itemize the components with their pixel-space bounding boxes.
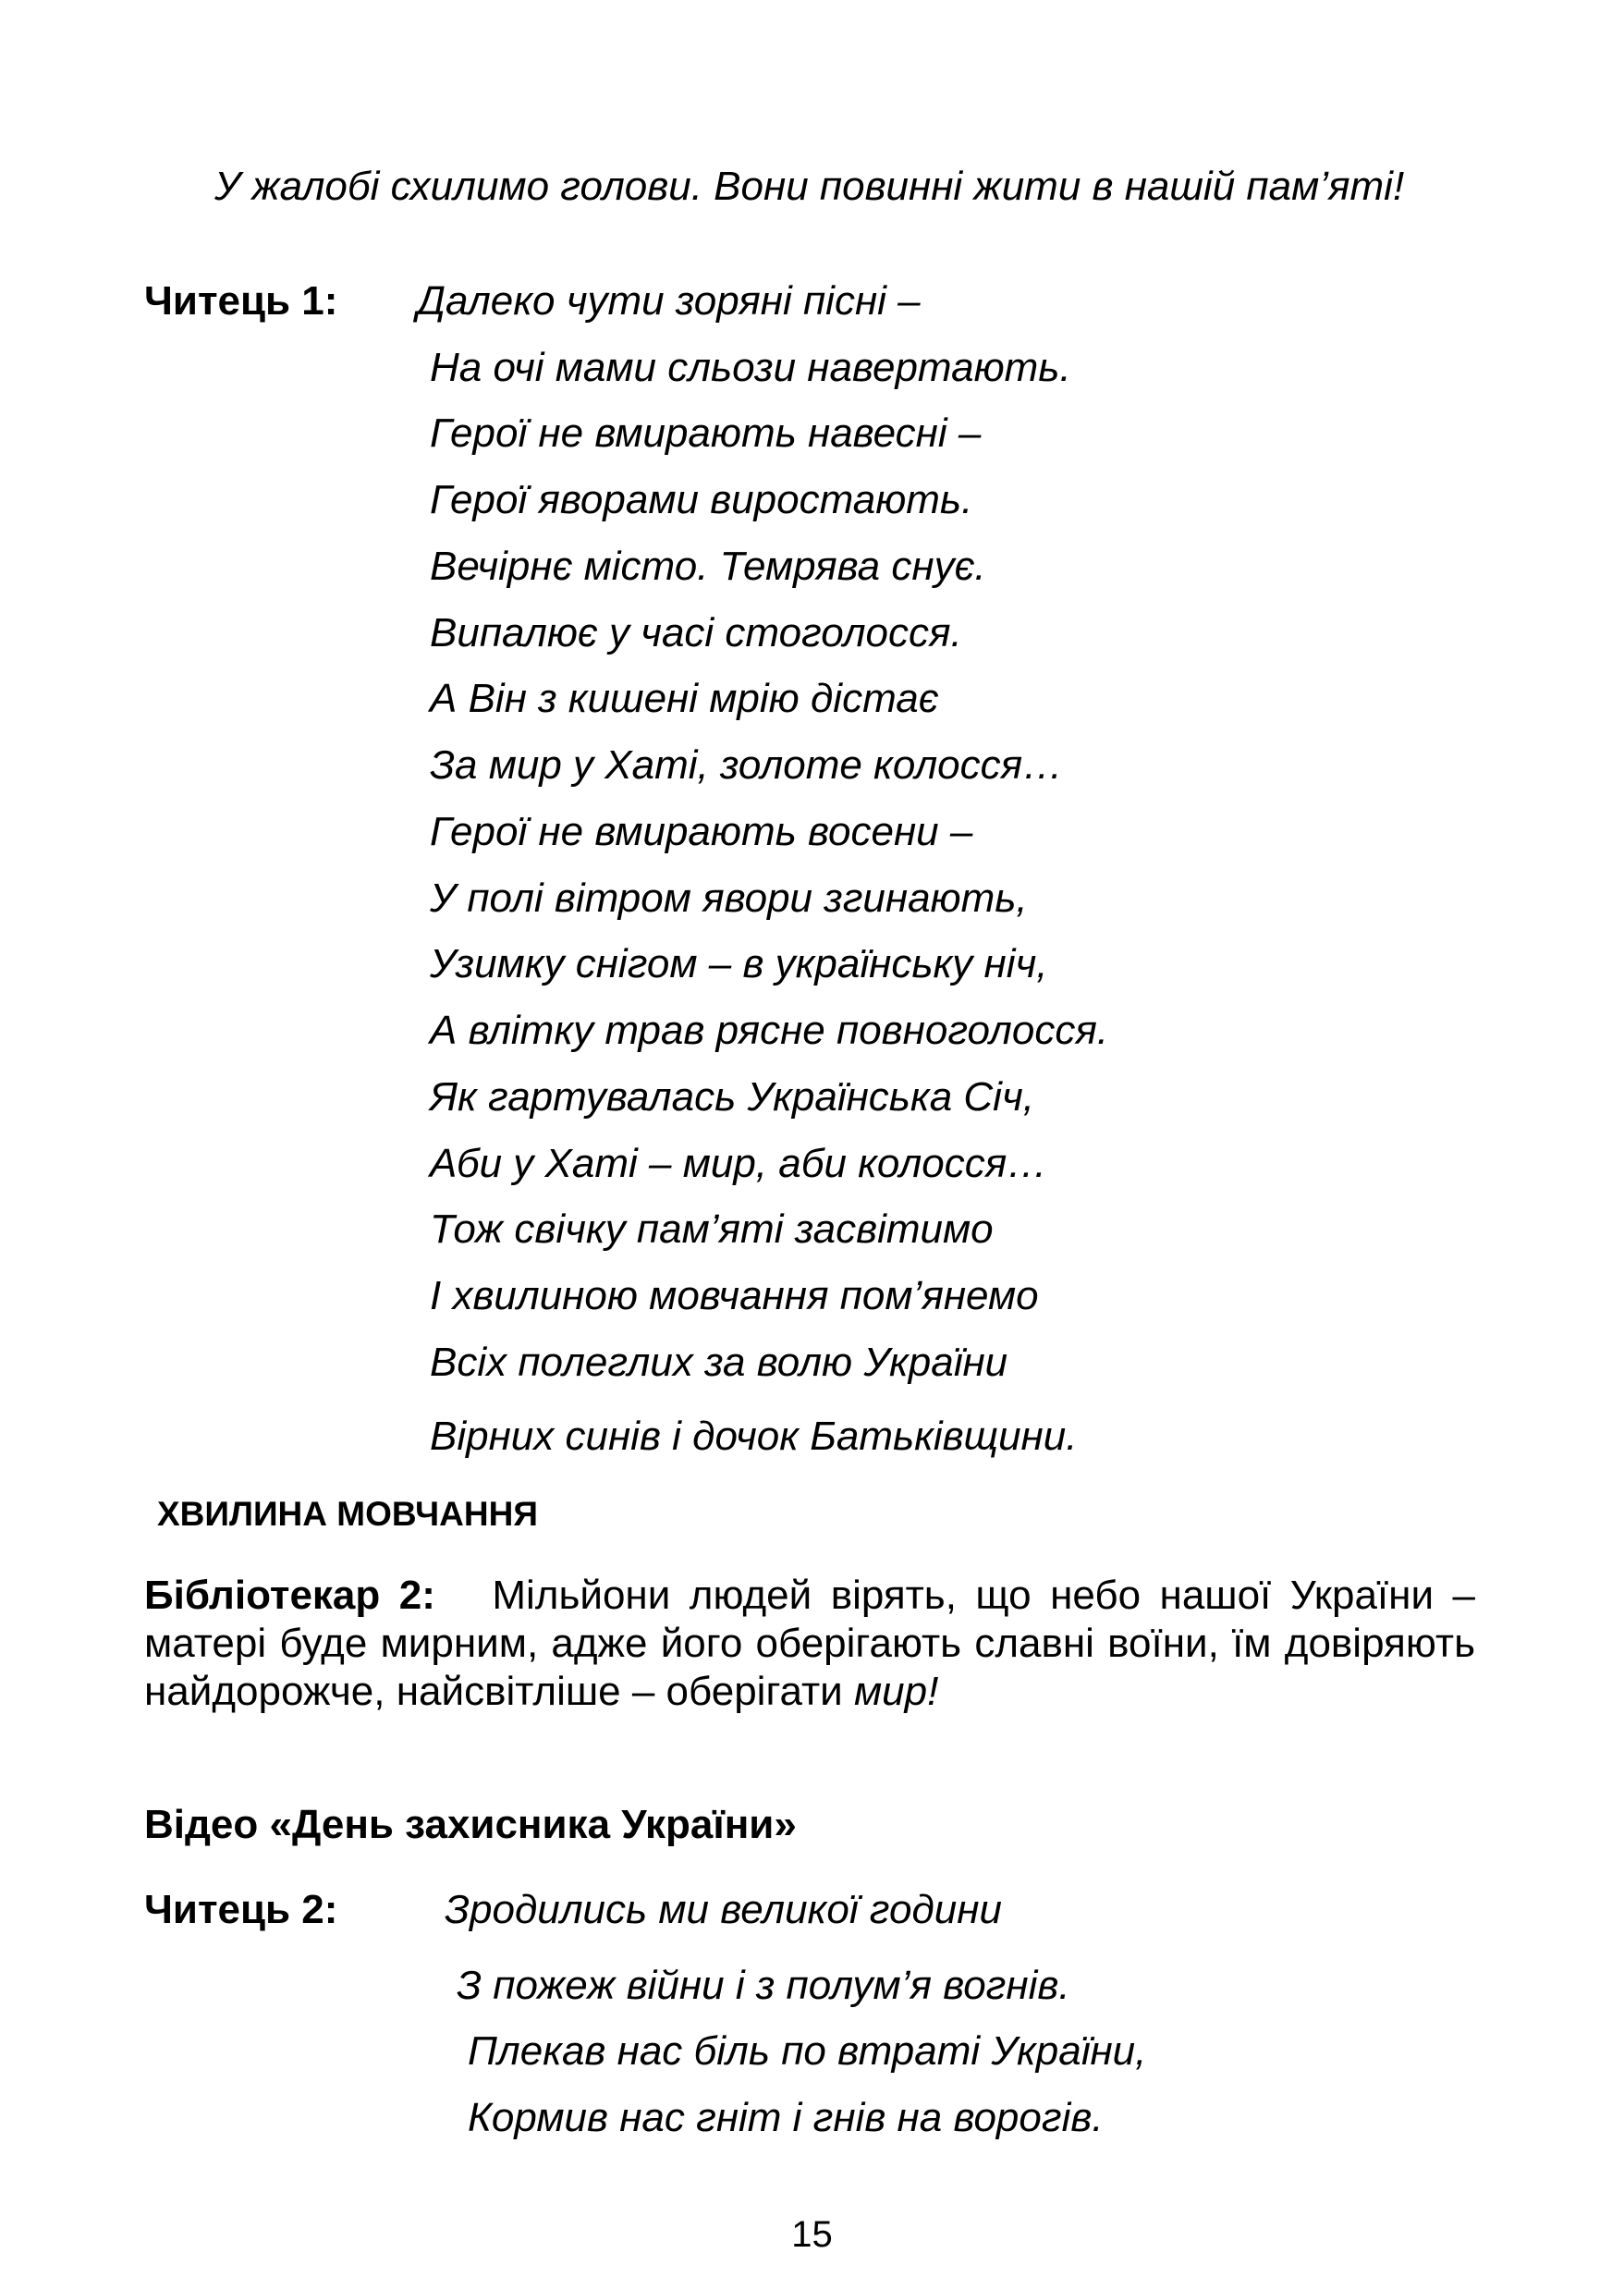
page-number: 15: [791, 2214, 833, 2255]
librarian2-paragraph: [144, 1572, 1475, 1716]
poem-line: Далеко чути зоряні пісні –: [417, 278, 921, 324]
poem-line: Зродились ми великої години: [445, 1887, 1002, 1932]
poem-line: Вечірнє місто. Темрява снує.: [430, 544, 986, 589]
librarian2-label: Бібліотекар 2:: [144, 1573, 435, 1618]
poem-line: Герої яворами виростають.: [430, 477, 973, 522]
poem-line: Узимку снігом – в українську ніч,: [430, 941, 1048, 986]
poem-line: Плекав нас біль по втраті України,: [468, 2028, 1147, 2074]
poem-line: А Він з кишені мрію дістає: [430, 676, 939, 721]
silence-heading: ХВИЛИНА МОВЧАННЯ: [157, 1495, 538, 1533]
poem-line: Герої не вмирають навесні –: [430, 410, 982, 456]
librarian2-text: Мільйони людей вірять, що небо нашої України – матері буде мирним, адже його оберігають славні воїни, їм довіряють найдорожче, найсвітліше – оберігати: [144, 1573, 1475, 1714]
reader1-label: Читець 1:: [144, 278, 338, 324]
poem-line: З пожеж війни і з полум’я вогнів.: [457, 1963, 1070, 2008]
poem-line: На очі мами сльози навертають.: [430, 345, 1071, 390]
librarian2-text-end: мир!: [854, 1669, 939, 1714]
poem-line: У полі вітром явори згинають,: [430, 876, 1028, 921]
poem-line: За мир у Хаті, золоте колосся…: [430, 742, 1064, 788]
poem-line: Випалює у часі стоголосся.: [430, 610, 962, 655]
video-heading: Відео «День захисника України»: [144, 1802, 797, 1847]
reader2-label: Читець 2:: [144, 1887, 338, 1932]
intro-paragraph: У жалобі схилимо голови. Вони повинні жити в нашій пам’яті!: [214, 164, 1405, 209]
poem-line: Тож свічку пам’яті засвітимо: [430, 1206, 994, 1252]
poem-line: Герої не вмирають восени –: [430, 809, 973, 854]
poem-line: Аби у Хаті – мир, аби колосся…: [430, 1141, 1048, 1186]
poem-line: Як гартувалась Українська Січ,: [430, 1074, 1034, 1120]
poem-line: Кормив нас гніт і гнів на ворогів.: [468, 2095, 1104, 2140]
poem-line: І хвилиною мовчання пом’янемо: [430, 1273, 1039, 1318]
poem-line: А влітку трав рясне повноголосся.: [430, 1008, 1109, 1053]
poem-line: Вірних синів і дочок Батьківщини.: [430, 1414, 1078, 1459]
poem-line: Всіх полеглих за волю України: [430, 1340, 1008, 1385]
